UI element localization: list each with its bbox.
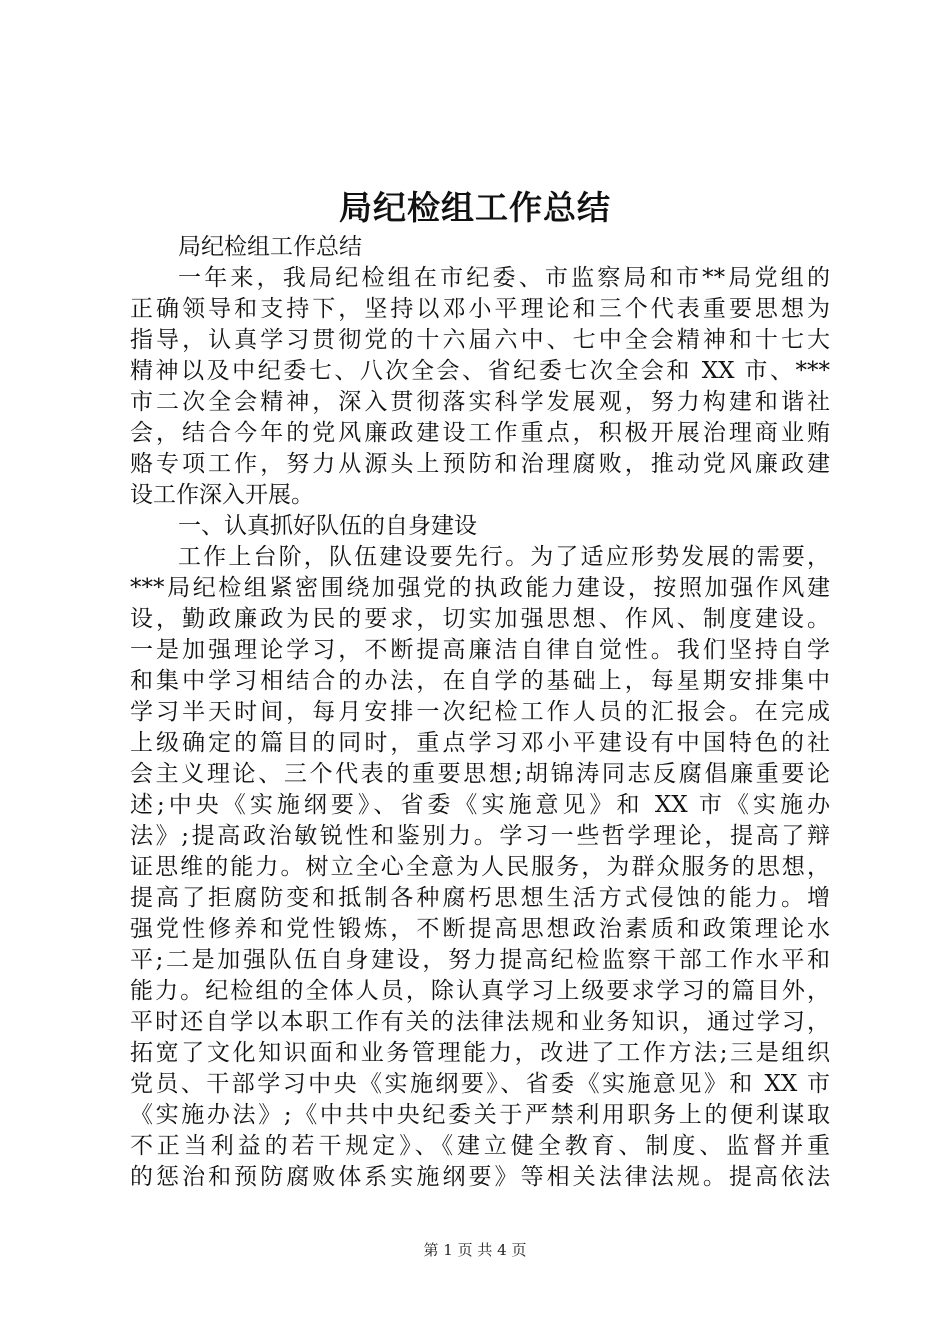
body-line: 不正当利益的若干规定》、《建立健全教育、制度、监督并重 — [130, 1133, 830, 1159]
body-line: 法》;提高政治敏锐性和鉴别力。学习一些哲学理论，提高了辩 — [130, 823, 830, 849]
body-line: 赂专项工作，努力从源头上预防和治理腐败，推动党风廉政建 — [130, 451, 830, 477]
body-line: 一、认真抓好队伍的自身建设 — [178, 513, 477, 539]
body-line: 会，结合今年的党风廉政建设工作重点，积极开展治理商业贿 — [130, 420, 830, 446]
body-line: 市二次全会精神，深入贯彻落实科学发展观，努力构建和谐社 — [130, 389, 830, 415]
body-line: 设工作深入开展。 — [130, 482, 314, 508]
document-body — [130, 232, 830, 1193]
body-line: ***局纪检组紧密围绕加强党的执政能力建设，按照加强作风建 — [130, 575, 830, 601]
body-line: 一是加强理论学习，不断提高廉洁自律自觉性。我们坚持自学 — [130, 637, 830, 663]
body-line: 工作上台阶，队伍建设要先行。为了适应形势发展的需要， — [178, 544, 830, 570]
document-title: 局纪检组工作总结 — [339, 188, 611, 227]
body-line: 会主义理论、三个代表的重要思想;胡锦涛同志反腐倡廉重要论 — [130, 761, 830, 787]
body-line: 拓宽了文化知识面和业务管理能力，改进了工作方法;三是组织 — [130, 1040, 830, 1066]
body-line: 和集中学习相结合的办法，在自学的基础上，每星期安排集中 — [130, 668, 830, 694]
body-line: 述;中央《实施纲要》、省委《实施意见》和 XX 市《实施办 — [130, 792, 830, 818]
page-footer: 第 1 页 共 4 页 — [423, 1241, 527, 1259]
body-line: 一年来，我局纪检组在市纪委、市监察局和市**局党组的 — [178, 265, 830, 291]
body-line: 的惩治和预防腐败体系实施纲要》等相关法律法规。提高依法 — [130, 1164, 830, 1190]
body-line: 设，勤政廉政为民的要求，切实加强思想、作风、制度建设。 — [130, 606, 830, 632]
body-line: 强党性修养和党性锻炼，不断提高思想政治素质和政策理论水 — [130, 916, 830, 942]
body-line: 上级确定的篇目的同时，重点学习邓小平建设有中国特色的社 — [130, 730, 830, 756]
body-line: 《实施办法》;《中共中央纪委关于严禁利用职务上的便利谋取 — [130, 1102, 830, 1128]
body-line: 党员、干部学习中央《实施纲要》、省委《实施意见》和 XX 市 — [130, 1071, 830, 1097]
body-line: 能力。纪检组的全体人员，除认真学习上级要求学习的篇目外， — [130, 978, 830, 1004]
body-line: 提高了拒腐防变和抵制各种腐朽思想生活方式侵蚀的能力。增 — [130, 885, 830, 911]
body-line: 精神以及中纪委七、八次全会、省纪委七次全会和 XX 市、*** — [130, 358, 830, 384]
body-line: 局纪检组工作总结 — [178, 234, 362, 260]
body-line: 平时还自学以本职工作有关的法律法规和业务知识，通过学习， — [130, 1009, 830, 1035]
body-line: 指导，认真学习贯彻党的十六届六中、七中全会精神和十七大 — [130, 327, 830, 353]
body-line: 证思维的能力。树立全心全意为人民服务，为群众服务的思想， — [130, 854, 830, 880]
body-line: 正确领导和支持下，坚持以邓小平理论和三个代表重要思想为 — [130, 296, 830, 322]
body-line: 平;二是加强队伍自身建设，努力提高纪检监察干部工作水平和 — [130, 947, 830, 973]
body-line: 学习半天时间，每月安排一次纪检工作人员的汇报会。在完成 — [130, 699, 830, 725]
